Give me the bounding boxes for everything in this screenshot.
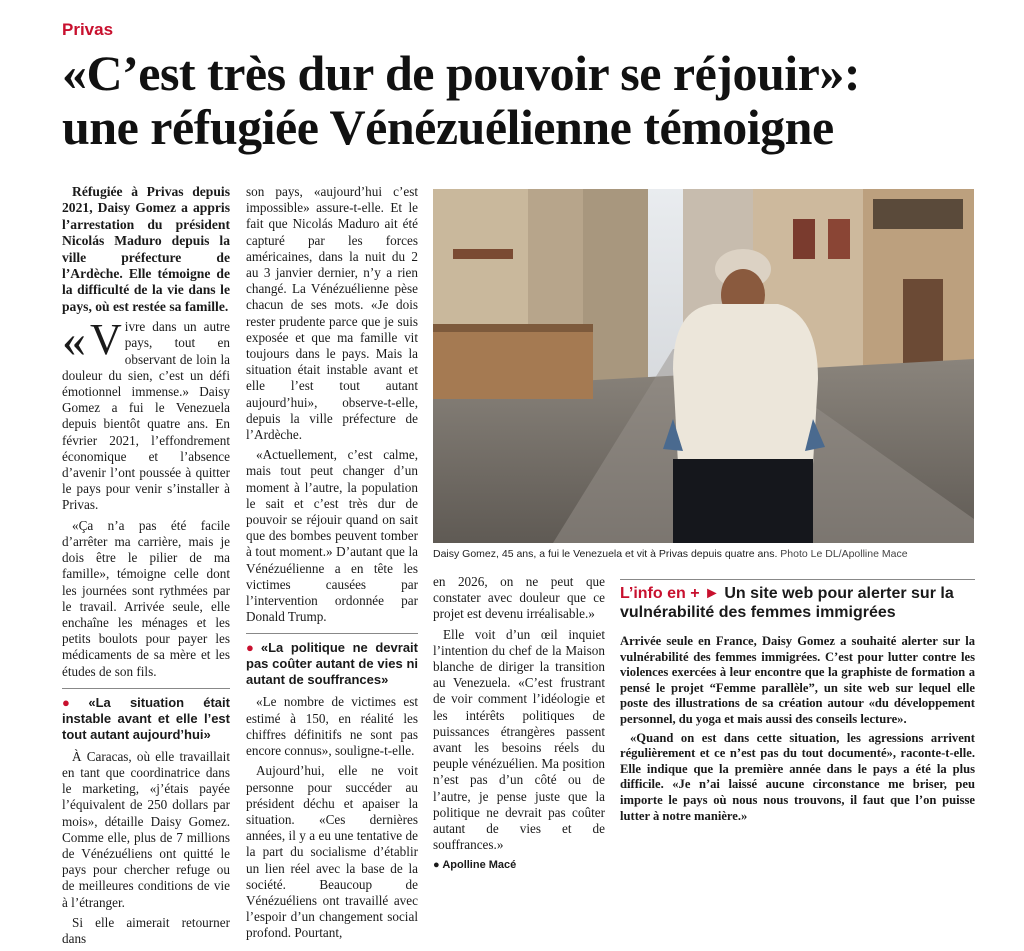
headline-line-1: «C’est très dur de pouvoir se réjouir»: [62,45,860,101]
paragraph: «Quand on est dans cette situation, les agressions arrivent régulièrement et ce n’est pas du tout documenté», raconte-t-elle. Elle indique que la première année dans le pays a été la plus difficile. «Je n’ai laissé aucune circonstance me briser, peu importe le pays où nous nous trouvons, il faut que l’on puisse lutter à notre manière.» [620,730,975,823]
photo-credit: Photo Le DL/Apolline Mace [780,548,908,560]
standfirst: Réfugiée à Privas depuis 2021, Daisy Gomez a appris l’arrestation du président Nicolás Maduro depuis la ville préfecture de l’Ardèche. Elle témoigne de la difficulté de la vie dans le pays, où est restée sa famille. [62,184,230,314]
info-box-title [620,579,975,622]
drop-cap: V [90,315,122,365]
lead-paragraph [62,314,230,513]
lead-text: ivre dans un autre pays, tout en observant de loin la douleur du sien, c’est un défi émotionnel immense.» Daisy Gomez a fui le Venezuela depuis bientôt quatre ans. En février 2021, l’effondrement économique et l’absence d’avenir l’ont poussée à quitter le pays pour venir s’installer à Privas. [62,319,230,513]
paragraph: son pays, «aujourd’hui c’est impossible» assure-t-elle. Et le fait que Nicolás Maduro ait été capturé par les forces américaines, dans la nuit du 2 au 3 janvier dernier, n’y a rien changé. La Vénézuélienne pèse chacun de ses mots. «Je dois rester prudente parce que je suis exposée et que ma famille vit toujours dans le pays. Mais la situation était instable avant et elle l’est tout autant aujourd’hui», observe-t-elle, depuis la ville préfecture de l’Ardèche. [246,184,418,443]
headline-line-2: une réfugiée Vénézuélienne témoigne [62,99,834,155]
info-tag: L’info en + [620,585,700,602]
paragraph: Aujourd’hui, elle ne voit personne pour succéder au président déchu et apaiser la situation. «Ces dernières années, il y a eu une tentative de la part du socialisme d’établir un lien réel avec la base de la société. Beaucoup de Vénézuéliens ont travaillé avec l’espoir d’un changement social profond. Pourtant, [246,763,418,941]
article-column-1 [62,184,230,951]
caption-text: Daisy Gomez, 45 ans, a fui le Venezuela et vit à Privas depuis quatre ans. [433,548,778,560]
author-name: Apolline Macé [442,859,517,872]
section-rubric: Privas [62,20,114,39]
intertitle-text: «La politique ne devrait pas coûter autant de vies ni autant de souffrances» [246,640,418,688]
article-photo [433,189,974,543]
paragraph: À Caracas, où elle travaillait en tant que coordinatrice dans le marketing, «j’étais payée l’équivalent de 250 dollars par mois», détaille Daisy Gomez. Comme elle, plus de 7 millions de Vénézuéliens ont quitté le pays pour chercher refuge ou de meilleures conditions de vie à l’étranger. [62,748,230,910]
info-box [620,579,975,827]
headline [62,46,992,154]
arrow-right-icon: ► [704,585,720,602]
paragraph: «Ça n’a pas été facile d’arrêter ma carrière, mais je dois être le pilier de ma famille», témoigne celle dont les journées sont rythmées par le travail. Arrivée seule, elle enchaîne les ménages et les petits boulots pour payer les médicaments de sa mère et les études de son fils. [62,517,230,679]
intertitle-2 [246,633,418,688]
paragraph: Si elle aimerait retourner dans [62,914,230,946]
paragraph: «Le nombre de victimes est estimé à 150, en réalité les chiffres définitifs ne sont pas encore connus», souligne-t-elle. [246,694,418,759]
author-signature [433,857,605,873]
street-portrait-illustration [433,189,974,543]
info-box-body [620,634,975,824]
article-column-3 [433,574,605,878]
info-title-text: Un site web pour alerter sur la vulnérabilité des femmes immigrées [620,585,954,621]
bullet-dot-icon: ● [246,640,258,656]
paragraph: en 2026, on ne peut que constater avec douleur que ce projet est devenu irréalisable.» [433,574,605,622]
intertitle-1 [62,688,230,743]
paragraph: Arrivée seule en France, Daisy Gomez a souhaité alerter sur la vulnérabilité des femmes immigrées. C’est pour lutter contre les violences exercées à leur encontre que la graphiste de formation a pensé le projet “Femme parallèle”, un site web sur lequel elle poste des illustrations de sa création autour «du développement personnel, du yoga et mais aussi des conseils lecture». [620,634,975,726]
article-column-2 [246,184,418,946]
photo-caption [433,548,974,560]
drop-quote-mark: « [62,314,86,368]
paragraph: «Actuellement, c’est calme, mais tout peut changer d’un moment à l’autre, la population le sait et c’est très dur de pouvoir se réjouir quand on sait que des bombes peuvent tomber à tout moment.» D’autant que la Vénézuélienne a en tête les victimes causées par l’intervention ordonnée par Donald Trump. [246,447,418,625]
paragraph: Elle voit d’un œil inquiet l’intention du chef de la Maison blanche de diriger la transition au Venezuela. «C’est frustrant de voir comment l’idéologie et les intérêts politiques de puissances étrangères passent avant les besoins réels du peuple vénézuélien. Ma position n’est pas d’un côté ou de l’autre, je pense juste que la politique ne devrait pas coûter autant de vies et de souffrances.» [433,626,605,853]
bullet-dot-icon: ● [62,694,86,710]
intertitle-text: «La situation était instable avant et elle l’est tout autant aujourd’hui» [62,694,230,742]
signature-dot-icon: ● [433,859,440,872]
